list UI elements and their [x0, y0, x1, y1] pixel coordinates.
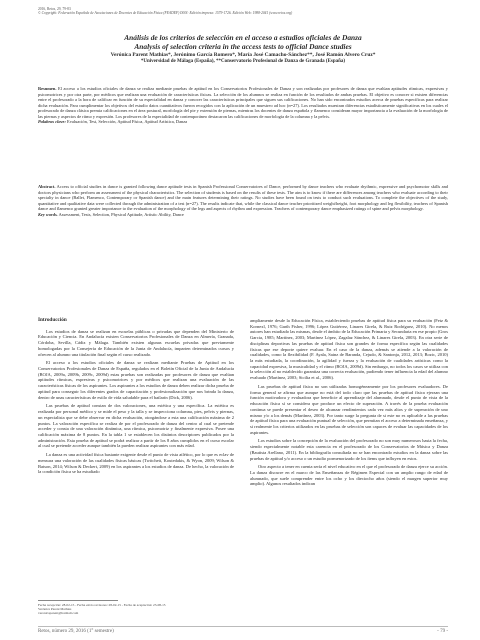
journal-citation: 2016, Retos, 29, 79-83 — [38, 7, 71, 11]
authors: Verónica Parent Mathias*, Jerónimo García Romero*, María José Camacho-Sánchez**, José Ramón Alvero Cruz* — [110, 52, 376, 59]
paragraph: El acceso a los estudios oficiales de danza se realizan mediante Pruebas de Aptitud en los Conservatorios Profesionales de Danza de España, regulados en el Boletín Oficial de la Junta de Andalucía (BOJA, 2009a, 2009b, 2009c, 2009d) estas pruebas son realizadas por profesores de danza que evalúan aptitudes rítmicas, expresivas y psicomotrices y por médicos que realizan una evaluación de las características físicas de los aspirantes. Los aspirantes a los estudios de danza deben realizar dicha prueba de aptitud para conseguir los diferentes grados de capacitación y profesionalización que nos brinda la danza, dentro de unas características de estilo de vida saludable para el bailarín (Dick, 2006). — [38, 360, 234, 400]
left-column — [38, 318, 234, 478]
footnote — [38, 603, 234, 615]
paragraph: La danza es una actividad física bastante exigente desde el punto de vista atlético, por lo que es eclav de mensura una valoración de las cualidades físicas básicas (Twitchett, Koutedakis, & Wyon, 2009; Wilson & Batson, 2014; Wilson & Deckert, 2009) en los aspirantes a los estudios de danza. De hecho, la valoración de la condición física se ha estudiado — [38, 452, 234, 475]
paragraph: Las pruebas de aptitud física no son utilizadas homogéneamente por los profesores evaluadores. De forma general se afirma que aunque no está del todo claro que las pruebas de aptitud física ejerzan una función motivadora y evaluadora que beneficie al aprendizaje del alumnado, desde el punto de vista de la educación física sí se considera que produce un efecto de superación. A través de la prueba evaluación continua se puede presentar el deseo de alcanzar rendimientos cada vez más altos y de superación de uno mismo y/o a los demás (Martínez, 2003). Por tanto surge la pregunta de si este no es aplicable a las pruebas de aptitud física para una evaluación puntual de selección, que permitan el acceso a determinada enseñanza, y si realmente los criterios utilizados en las pruebas de selección son capaces de evaluar las capacidades de los aspirantes. — [250, 383, 448, 435]
title-spanish: Análisis de los criterios de selección en el acceso a estudios oficiales de Danza — [124, 33, 362, 42]
footer-journal: Retos, número 29, 2016 (1° semestre) — [38, 629, 114, 634]
paragraph: Otro aspecto a tener en cuenta sería el nivel educativo en el que el profesorado de danza ejerce su acción. La danza discurre en el marco de las Enseñanzas de Régimen Especial con un amplio rango de edad de alumnado, que suele comprender entre los ocho y los dieciocho años (siendo el margen superior muy amplio). Algunos resultados indican — [250, 464, 448, 487]
journal-header — [38, 7, 448, 16]
footnote-rule — [38, 600, 118, 601]
abstract-spanish — [38, 86, 448, 125]
abstract-es-label: Resumen. — [38, 86, 57, 91]
page-number: - 79 - — [437, 629, 448, 634]
footnote-author: Verónica Parent Mathias — [38, 607, 72, 612]
page-footer — [38, 626, 448, 634]
keywords-en-label: Key words. — [38, 211, 58, 217]
paragraph: ampliamente desde la Educación Física, estableciendo pruebas de aptitud física para su evaluación (Fetz & Kornexl, 1976; Garth Fisher, 1996; López Gutiérrez, Linares Girela, & Ruiz Rodríguez, 2010). No menos autores han estudiado las mismas, desde el ámbito de la Educación Primaria y Secundaria en ese propio (Gros Garcia, 1985; Martínez, 2003; Martínez López, Zagalaz Sánchez, & Linares Girela, 2003). En otra serie de disciplinas deportivas las pruebas de aptitud física son grandes de forma específica según las cualidades físicas que ese deporte quiere evaluar. En el caso de la danza, además se atiende a la valoración de cualidades, como la flexibilidad (F. Ayala, Sainz de Baranda, Cejudo, & Santonja, 2012, 2013; Bozic, 2010) la más estudiada, la coordinación, la agilidad y fuerza y la evaluación de cualidades artísticas como la capacidad expresiva, la musicalidad y el ritmo (BOJA, 2009d). Sin embargo, no todos los casos se utiliza con la selección al no establecido garantiza una correcta evaluación, pudiendo tener influencia la edad del alumno evaluado (Martínez, 2003; Sicilia et al., 2006). — [250, 318, 448, 381]
affiliations: *Universidad de Málaga (España), **Conservatorio Profesional de Danza de Granada (España) — [140, 58, 346, 64]
footnote-email: veronicaparent@hotmail.com — [38, 611, 79, 616]
right-column — [250, 318, 448, 490]
footnote-dates: Fecha recepción: 28-02-15 - Fecha envío revisores: 28-02-15 - Fecha de aceptación: 23-08-15 — [38, 603, 166, 607]
keywords-en: Assessment, Tests, Selection, Physical Aptitude, Artistic Ability, Dance — [58, 211, 184, 217]
paragraph: Los estudios de danza se realizan en escuelas públicas o privadas que dependen del Ministerio de Educación y Ciencia. En Andalucía existen Conservatorios Profesionales de Danza en Almería, Granada, Córdoba, Sevilla, Cádiz y Málaga. También existen algunas escuelas privadas que previamente homologadas por la Consejería de Educación de la Junta de Andalucía, imparten determinados cursos y ofrecen al alumno una titulación final según el curso realizado. — [38, 328, 234, 357]
title-block — [38, 34, 448, 65]
abstract-en-label: Abstract. — [38, 184, 56, 189]
keywords-es-label: Palabras clave: — [38, 119, 66, 125]
paragraph: Las pruebas de aptitud constan de dos valoraciones, una estética y una específica. La estética es realizada por personal médico y se mide el peso y la talla y se inspecciona columna, pies, pelvis y piernas, un especialista que se debe observar en dicha evaluación, otorgándose a esta una calificación máxima de 2 puntos. La valoración específica se realiza de por el profesorado de danza del centro al cual se pretende acceder y consta de una valoración dinámica, una rítmica, psicomotriz y finalmente expresiva. Posee una calificación máxima de 8 puntos. En la tabla 1 se establecen los distintos descriptores publicados por la administración. Esta prueba de aptitud se podrá realizar a partir de los 8 años cumplidos en el curso escolar al cual se pretende acceder aunque también la pueden realizar aspirantes con más edad. — [38, 403, 234, 449]
keywords-es: Evaluación, Test, Selección, Aptitud Física, Aptitud Artística, Danza — [67, 119, 188, 125]
abstract-es-text: El acceso a los estudios oficiales de danza se realiza mediante pruebas de aptitud en los Conservatorios Profesionales de Danza y son realizadas por profesores de danza que evalúan aptitudes rítmicas, expresivas y psicomotrices y por otra parte, por médicos que realizan una evaluación de características físicas. La selección de los alumnos se realiza en función de los resultados de ambas pruebas. El objetivo es conocer si existen diferencias entre el profesorado a la hora de calificar en función de su especialidad en danza y conocer las características principales que siguen sus calificaciones. No han sido encontrados estudios acerca de pruebas específicas para realizar dicha evaluación. Para cumplimentar los objetivos del estudio datos cuantitativos fueron recogidos con la aplicación de un muestreo ad hoc (n=27). Los resultados muestran diferencias estadísticamente significativas en los cuales el profesorado de danza clásica premia calificaciones en el área postural, morfología del pie y extensión de piernas, mientras los docentes de danza española y flamenco consideran mayor importancia a la evaluación de la morfología de las piernas y aspectos de ritmo y expresión. Los profesores de la especialidad de contemporáneo destacaron las calificaciones de morfología de la columna y la pelvis. — [38, 86, 448, 119]
abstract-english — [38, 184, 448, 217]
section-heading-introduction: Introducción — [38, 317, 67, 323]
paragraph: Los estudios sobre la concepción de la evaluación del profesorado no son muy numerosos hasta la fecha, siendo especialmente notable esta carencia en el profesorado de los Conservatorios de Música y Danza (Bautista Arellano, 2011). En la bibliografía consultada no se han encontrado estudios en la danza sobre las pruebas de aptitud y/o acceso o un estudio pormenorizado de los ítems que influyen en estos. — [250, 438, 448, 461]
copyright-line: © Copyright: Federación Española de Asociaciones de Docentes de Educación Física (FEADEF) ISSN: Edición impresa: 1579-1726. Edición Web: 1988-2041 (www.retos.org) — [38, 11, 293, 16]
title-english: Analysis of selection criteria in the access tests to official Dance studies — [134, 41, 352, 51]
abstract-en-text: Access to official studies in dance is granted following dance aptitude tests in Spanish Professional Conservatoires of Dance, performed by dance teachers who evaluate rhythmic, expressive and psychomotor skills and doctors physicians who perform an assessment of the physical characteristics. The selection of students is based on the results of these tests. The aim is to know if there are differences among teachers who evaluate according to their specialty in dance (Ballet, Flamenco, Contemporary or Spanish dance) and the main features determining their ratings. No studies have been found on tests to conduct such evaluations. To complete the objectives of the study, quantitative and qualitative data were collected through the administration of a test (n=27). The results indicate that, while the classical dance teacher prioritized weight/height, foot morphology and leg flexibility, teachers of Spanish dance and flamenco granted greater importance to the evaluation of the morphology of the legs and aspects of rhythm and expression. Teachers of contemporary dance emphasized ratings of spine and pelvis morphology. — [38, 184, 449, 212]
